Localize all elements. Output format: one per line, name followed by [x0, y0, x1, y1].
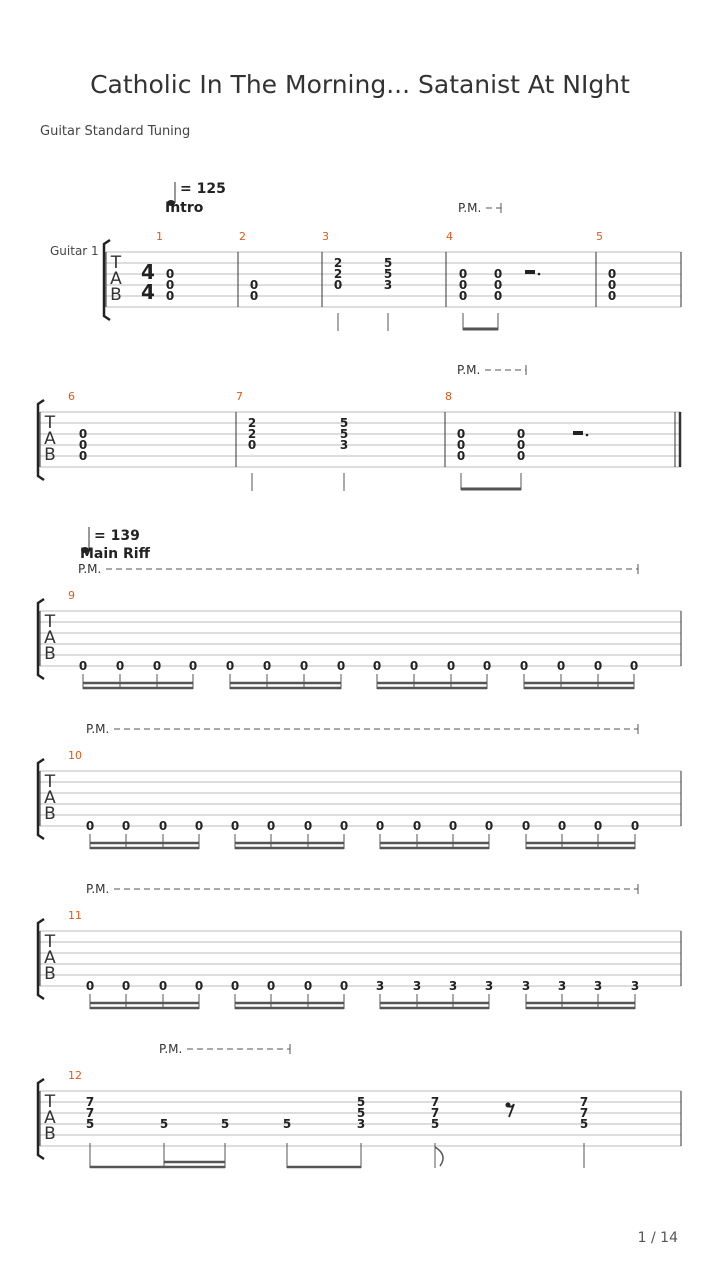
fret-number: 7 [85, 1106, 95, 1120]
fret-number: 0 [78, 427, 88, 441]
fret-number: 0 [85, 979, 95, 993]
instrument-label: Guitar 1 [50, 244, 99, 258]
fret-number: 0 [516, 438, 526, 452]
tab-clef-letter: A [110, 269, 122, 289]
fret-number: 0 [266, 979, 276, 993]
fret-number: 7 [430, 1095, 440, 1109]
fret-number: 5 [339, 427, 349, 441]
tab-clef-letter: B [44, 644, 56, 664]
fret-number: 0 [409, 659, 419, 673]
palm-mute-label: P.M. [457, 363, 481, 377]
fret-number: 0 [339, 979, 349, 993]
fret-number: 0 [448, 819, 458, 833]
fret-number: 7 [85, 1095, 95, 1109]
fret-number: 3 [383, 278, 393, 292]
page-number: 1 / 14 [637, 1230, 678, 1246]
fret-number: 2 [247, 427, 257, 441]
fret-number: 0 [521, 819, 531, 833]
fret-number: 5 [430, 1117, 440, 1131]
fret-number: 3 [484, 979, 494, 993]
measure-number: 1 [156, 230, 163, 243]
fret-number: 0 [375, 819, 385, 833]
fret-number: 5 [383, 256, 393, 270]
measure-number: 4 [446, 230, 453, 243]
tab-clef-letter: B [44, 964, 56, 984]
fret-number: 7 [579, 1106, 589, 1120]
fret-number: 0 [607, 267, 617, 281]
fret-number: 5 [282, 1117, 292, 1131]
fret-number: 0 [593, 819, 603, 833]
fret-number: 7 [579, 1095, 589, 1109]
fret-number: 3 [448, 979, 458, 993]
tab-clef-letter: T [44, 1092, 56, 1112]
fret-number: 0 [629, 659, 639, 673]
fret-number: 0 [493, 289, 503, 303]
fret-number: 0 [456, 427, 466, 441]
fret-number: 0 [165, 267, 175, 281]
fret-number: 0 [557, 819, 567, 833]
fret-number: 0 [158, 819, 168, 833]
fret-number: 0 [458, 289, 468, 303]
tempo-value: = 139 [94, 528, 140, 544]
fret-number: 0 [607, 289, 617, 303]
fret-number: 0 [78, 659, 88, 673]
tempo-value: = 125 [180, 181, 226, 197]
measure-number: 9 [68, 589, 75, 602]
section-label: Main Riff [80, 546, 150, 562]
fret-number: 3 [412, 979, 422, 993]
fret-number: 0 [516, 427, 526, 441]
tab-clef-letter: T [44, 413, 56, 433]
fret-number: 0 [188, 659, 198, 673]
palm-mute-label: P.M. [86, 722, 110, 736]
fret-number: 0 [247, 438, 257, 452]
fret-number: 0 [115, 659, 125, 673]
fret-number: 0 [225, 659, 235, 673]
fret-number: 0 [493, 278, 503, 292]
fret-number: 3 [521, 979, 531, 993]
tab-clef-letter: B [44, 804, 56, 824]
tuning-label: Guitar Standard Tuning [40, 124, 191, 139]
measure-number: 2 [239, 230, 246, 243]
palm-mute-label: P.M. [458, 201, 482, 215]
fret-number: 0 [519, 659, 529, 673]
measure-number: 8 [445, 390, 452, 403]
fret-number: 0 [630, 819, 640, 833]
fret-number: 0 [230, 979, 240, 993]
half-rest [525, 270, 535, 274]
tab-clef-letter: T [44, 932, 56, 952]
fret-number: 0 [194, 979, 204, 993]
fret-number: 0 [303, 819, 313, 833]
fret-number: 0 [266, 819, 276, 833]
fret-number: 0 [456, 449, 466, 463]
measure-number: 3 [322, 230, 329, 243]
palm-mute-label: P.M. [159, 1042, 183, 1056]
fret-number: 0 [336, 659, 346, 673]
fret-number: 0 [303, 979, 313, 993]
tab-clef-letter: T [44, 772, 56, 792]
fret-number: 5 [220, 1117, 230, 1131]
rest-dot [538, 273, 541, 276]
fret-number: 3 [557, 979, 567, 993]
fret-number: 3 [339, 438, 349, 452]
fret-number: 0 [446, 659, 456, 673]
tab-clef-letter: A [44, 429, 56, 449]
fret-number: 2 [247, 416, 257, 430]
measure-number: 10 [68, 749, 82, 762]
half-rest [573, 431, 583, 435]
tab-clef-letter: B [44, 445, 56, 465]
tab-clef-letter: A [44, 948, 56, 968]
fret-number: 0 [230, 819, 240, 833]
rest-dot [586, 434, 589, 437]
fret-number: 0 [121, 979, 131, 993]
fret-number: 0 [78, 438, 88, 452]
fret-number: 7 [430, 1106, 440, 1120]
fret-number: 5 [85, 1117, 95, 1131]
palm-mute-label: P.M. [86, 882, 110, 896]
fret-number: 0 [249, 289, 259, 303]
fret-number: 3 [356, 1117, 366, 1131]
fret-number: 0 [158, 979, 168, 993]
time-sig-numerator: 4 [141, 260, 155, 284]
fret-number: 0 [372, 659, 382, 673]
fret-number: 5 [383, 267, 393, 281]
eighth-rest [508, 1104, 514, 1117]
tab-clef-letter: A [44, 1108, 56, 1128]
time-sig-denominator: 4 [141, 280, 155, 304]
fret-number: 0 [85, 819, 95, 833]
fret-number: 0 [458, 278, 468, 292]
tab-clef-letter: B [110, 285, 122, 305]
fret-number: 0 [458, 267, 468, 281]
fret-number: 0 [299, 659, 309, 673]
fret-number: 5 [356, 1106, 366, 1120]
palm-mute-label: P.M. [78, 562, 102, 576]
tab-clef-letter: A [44, 628, 56, 648]
measure-number: 5 [596, 230, 603, 243]
tab-clef-letter: B [44, 1124, 56, 1144]
fret-number: 0 [333, 278, 343, 292]
fret-number: 0 [262, 659, 272, 673]
fret-number: 0 [516, 449, 526, 463]
fret-number: 3 [630, 979, 640, 993]
fret-number: 5 [339, 416, 349, 430]
tab-clef-letter: T [110, 253, 122, 273]
fret-number: 5 [356, 1095, 366, 1109]
fret-number: 3 [593, 979, 603, 993]
fret-number: 0 [249, 278, 259, 292]
fret-number: 0 [412, 819, 422, 833]
fret-number: 0 [339, 819, 349, 833]
note-flag [435, 1147, 443, 1166]
fret-number: 2 [333, 267, 343, 281]
fret-number: 2 [333, 256, 343, 270]
song-title: Catholic In The Morning... Satanist At NIght [90, 70, 630, 99]
fret-number: 0 [456, 438, 466, 452]
fret-number: 5 [579, 1117, 589, 1131]
fret-number: 0 [593, 659, 603, 673]
fret-number: 0 [165, 289, 175, 303]
measure-number: 7 [236, 390, 243, 403]
fret-number: 0 [493, 267, 503, 281]
fret-number: 0 [194, 819, 204, 833]
fret-number: 0 [121, 819, 131, 833]
tab-clef-letter: A [44, 788, 56, 808]
section-label: Intro [165, 200, 204, 216]
measure-number: 12 [68, 1069, 82, 1082]
fret-number: 3 [375, 979, 385, 993]
fret-number: 0 [78, 449, 88, 463]
fret-number: 0 [607, 278, 617, 292]
fret-number: 0 [152, 659, 162, 673]
fret-number: 0 [482, 659, 492, 673]
fret-number: 0 [165, 278, 175, 292]
measure-number: 11 [68, 909, 82, 922]
measure-number: 6 [68, 390, 75, 403]
tab-clef-letter: T [44, 612, 56, 632]
fret-number: 0 [556, 659, 566, 673]
fret-number: 0 [484, 819, 494, 833]
fret-number: 5 [159, 1117, 169, 1131]
